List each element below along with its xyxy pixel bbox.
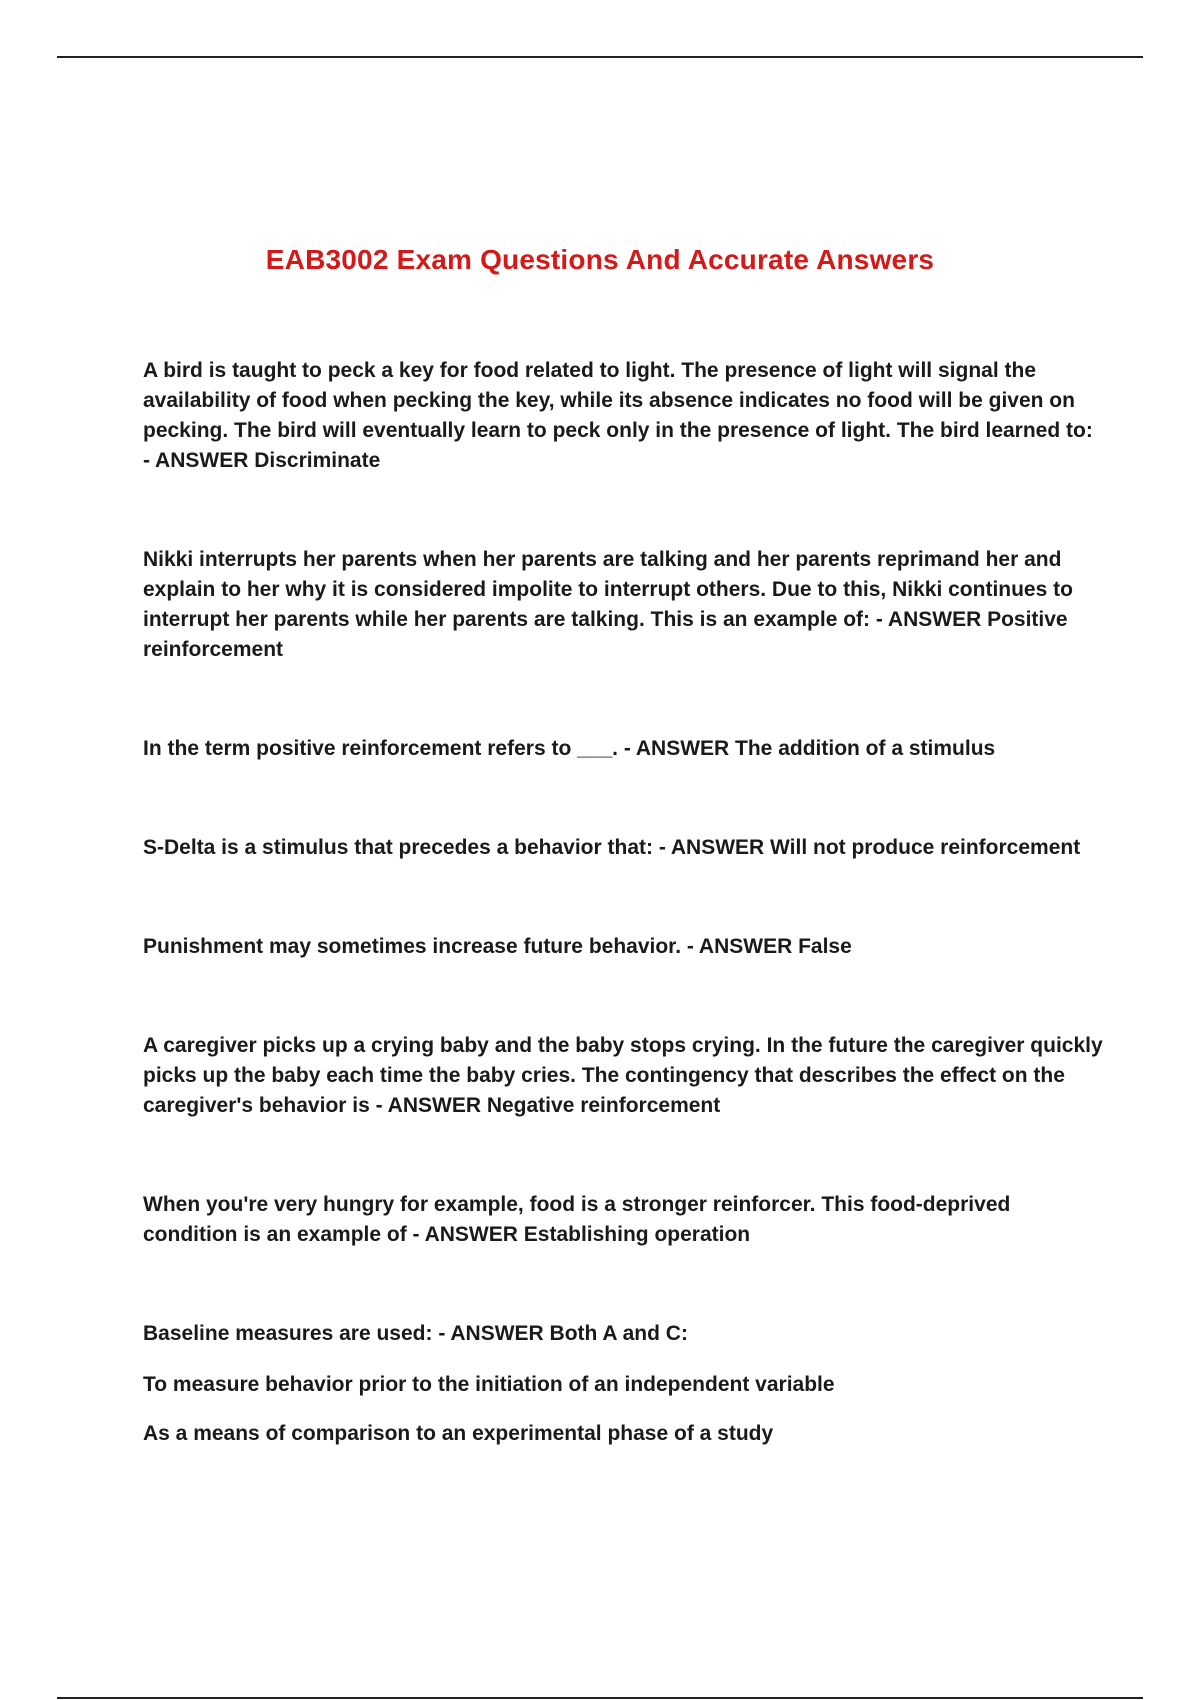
- answer-detail-2: As a means of comparison to an experimental phase of a study: [143, 1422, 774, 1445]
- qa-item-3: In the term positive reinforcement refers to ___. - ANSWER The addition of a stimulus: [143, 737, 996, 760]
- qa-item-4: S-Delta is a stimulus that precedes a behavior that: - ANSWER Will not produce reinforcement: [143, 836, 1081, 859]
- answer-detail-1: To measure behavior prior to the initiation of an independent variable: [143, 1373, 835, 1396]
- qa-item-6: A caregiver picks up a crying baby and the baby stops crying. In the future the caregiver quickly picks up the baby each time the baby cries. The contingency that describes the effect on the caregiver's behavior is - ANSWER Negative reinforcement: [143, 1034, 1103, 1117]
- qa-list: [143, 356, 1103, 1449]
- qa-item-1: A bird is taught to peck a key for food related to light. The presence of light will signal the availability of food when pecking the key, while its absence indicates no food will be given on pecking. The bird will eventually learn to peck only in the presence of light. The bird learned to: - ANSWER Discriminate: [143, 359, 1093, 472]
- qa-item-2: Nikki interrupts her parents when her parents are talking and her parents reprimand her and explain to her why it is considered impolite to interrupt others. Due to this, Nikki continues to interrupt her parents while her parents are talking. This is an example of: - ANSWER Positive reinforcement: [143, 548, 1073, 661]
- qa-item-5: Punishment may sometimes increase future behavior. - ANSWER False: [143, 935, 852, 958]
- qa-item-7: When you're very hungry for example, food is a stronger reinforcer. This food-deprived condition is an example of - ANSWER Establishing operation: [143, 1193, 1011, 1246]
- top-divider: [57, 56, 1143, 58]
- bottom-divider: [57, 1697, 1143, 1699]
- qa-item-8: Baseline measures are used: - ANSWER Both A and C:: [143, 1322, 688, 1345]
- document-title: EAB3002 Exam Questions And Accurate Answers: [265, 244, 935, 275]
